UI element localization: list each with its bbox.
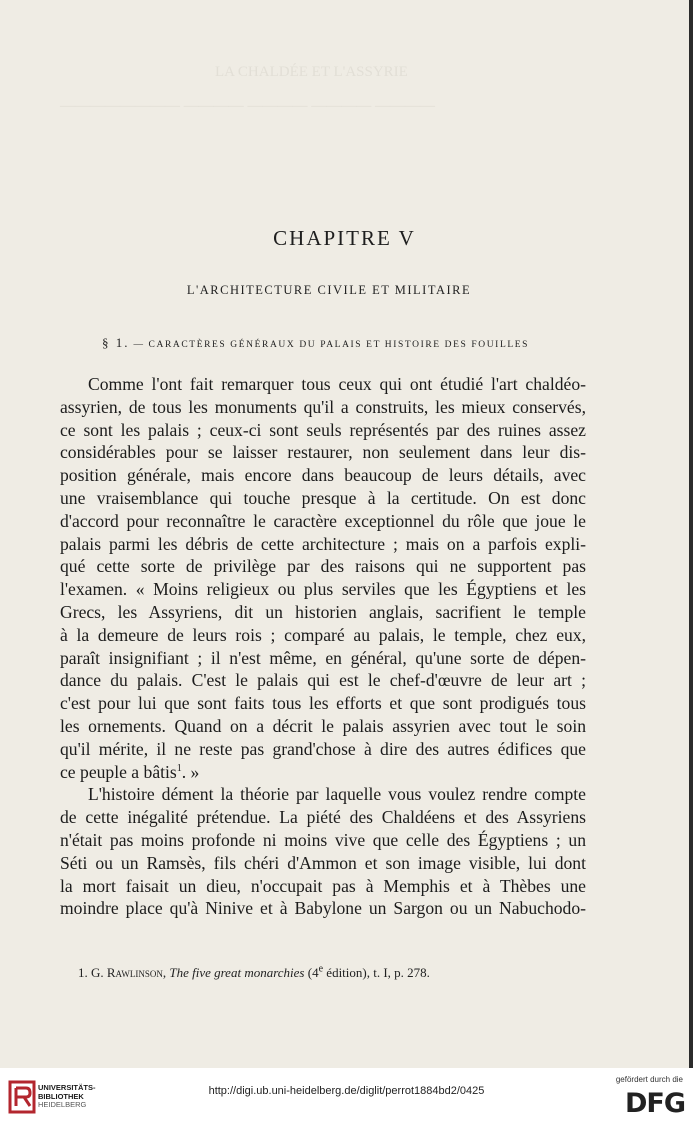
- text-line: position générale, mais encore dans beaucoup de leurs détails, avec: [60, 465, 586, 486]
- library-name-line: UNIVERSITÄTS-: [38, 1083, 96, 1092]
- footnote-edition-sup: e: [318, 963, 324, 975]
- bleed-through-header: LA CHALDÉE ET L'ASSYRIE: [215, 64, 408, 80]
- subsection-text: — CARACTÈRES GÉNÉRAUX DU PALAIS ET HISTOIRE DES FOUILLES: [133, 340, 530, 350]
- viewer-footer: [0, 1068, 693, 1124]
- text-line: l'examen. « Moins religieux ou plus serviles que les Égyptiens et les: [60, 579, 586, 600]
- footnote-edition: (4: [307, 965, 319, 980]
- text-line-content: ce peuple a bâtis: [60, 761, 177, 782]
- quote-close: . »: [181, 761, 200, 782]
- text-line: Séti ou un Ramsès, fils chéri d'Ammon et son image visible, lui dont: [60, 852, 586, 873]
- sponsor-caption: gefördert durch die: [615, 1075, 683, 1084]
- chapter-title: CHAPITRE V: [273, 226, 416, 250]
- text-line: d'accord pour reconnaître le caractère exceptionnel du rôle que joue le: [60, 510, 586, 531]
- text-line: paraît insignifiant ; il n'est même, en général, qu'une sorte de dépen-: [60, 647, 586, 668]
- text-line: Comme l'ont fait remarquer tous ceux qui ont étudié l'art chaldéo-: [88, 374, 586, 394]
- subsection-mark: § 1.: [102, 335, 130, 350]
- subsection-heading: [102, 335, 529, 351]
- footnote-reference: 1: [176, 762, 182, 774]
- bleed-through-text: ———————— ———— ———— ———— ————: [60, 98, 435, 114]
- text-line: les ornements. Quand on a décrit le palais assyrien avec tout le soin: [60, 715, 586, 736]
- text-line: palais parmi les débris de cette architecture ; mais on a parfois expli-: [60, 533, 586, 554]
- body-text: [60, 373, 586, 920]
- text-line: à la demeure de leurs rois ; comparé au palais, le temple, chez eux,: [60, 624, 586, 645]
- text-line: c'est pour lui que sont faits tous les efforts et que sont prodigués tous: [60, 693, 586, 714]
- footnote-author: G. Rawlinson,: [91, 965, 167, 980]
- text-line: L'histoire dément la théorie par laquelle vous voulez rendre compte: [88, 784, 586, 805]
- text-line: Grecs, les Assyriens, dit un historien anglais, sacrifient le temple: [60, 601, 586, 622]
- library-name-line: HEIDELBERG: [38, 1100, 87, 1109]
- text-line: ce sont les palais ; ceux-ci sont seuls représentés par des ruines assez: [60, 419, 586, 440]
- library-name-line: BIBLIOTHEK: [38, 1091, 84, 1101]
- text-line: qu'il mérite, il ne reste pas grand'chose à dire des autres édifices que: [60, 738, 586, 759]
- text-line: une vraisemblance qui touche presque à la certitude. On est donc: [60, 487, 586, 508]
- footnote-rest: édition), t. I, p. 278.: [323, 965, 430, 980]
- text-line: [60, 761, 586, 784]
- text-line: qué cette sorte de privilège par des raisons qui ne supportent pas: [60, 556, 586, 577]
- footnote-number: 1.: [78, 965, 88, 980]
- text-line: n'était pas moins profonde ni moins vive que celle des Égyptiens ; un: [60, 829, 586, 850]
- text-line: assyrien, de tous les monuments qu'il a construits, les mieux conservés,: [60, 396, 586, 417]
- text-line: moindre place qu'à Ninive et à Babylone un Sargon ou un Nabuchodo-: [60, 898, 586, 919]
- text-line: dance du palais. C'est le palais qui est le chef-d'œuvre de leur art ;: [60, 670, 586, 691]
- dfg-logo: DFG: [624, 1088, 685, 1119]
- footnote: [78, 965, 430, 981]
- text-line: la mort faisait un dieu, n'occupait pas à Memphis et à Thèbes une: [60, 875, 586, 896]
- text-line: considérables pour se laisser restaurer, non seulement dans leur dis-: [60, 442, 586, 463]
- section-title: L'ARCHITECTURE CIVILE ET MILITAIRE: [186, 283, 472, 297]
- text-line: de cette inégalité prétendue. La piété des Chaldéens et des Assyriens: [60, 807, 586, 828]
- permalink-url[interactable]: http://digi.ub.uni-heidelberg.de/diglit/perrot1884bd2/0425: [208, 1085, 485, 1097]
- footnote-work-title: The five great monarchies: [169, 965, 305, 980]
